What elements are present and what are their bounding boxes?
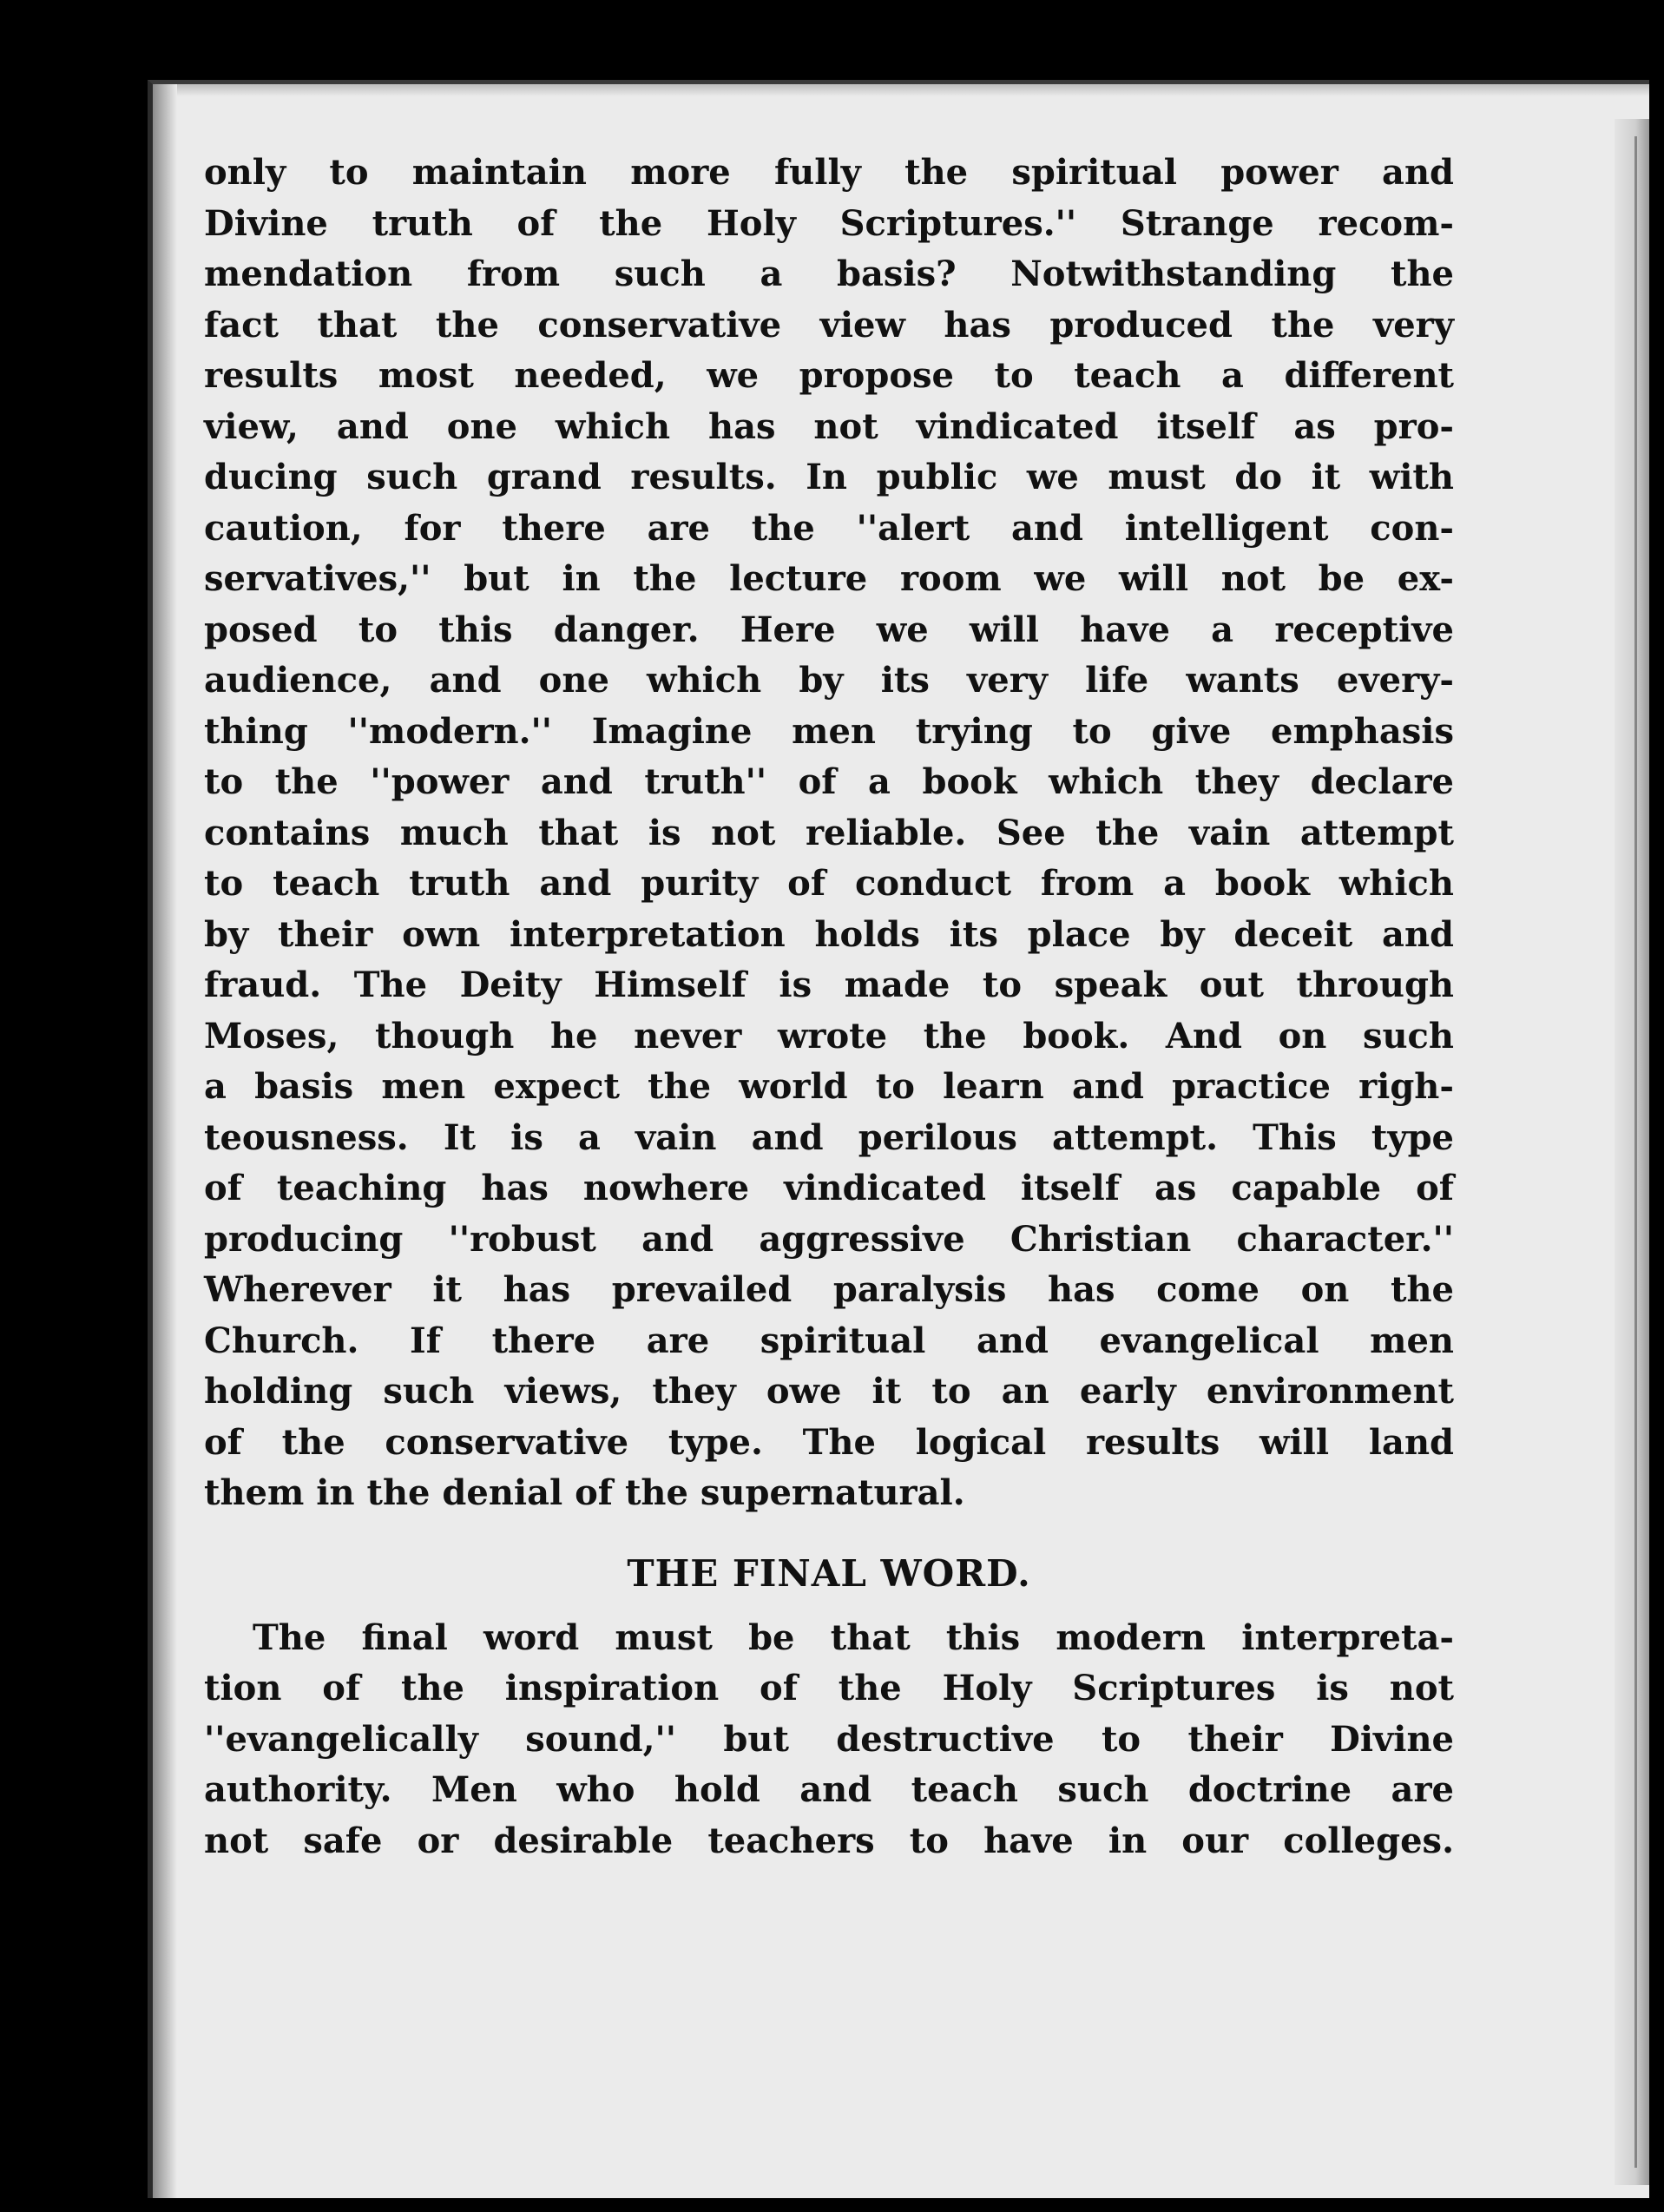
text-line: audience, and one which by its very life wants every- xyxy=(204,660,1454,701)
text-line: a basis men expect the world to learn and practice righ- xyxy=(204,1066,1454,1107)
text-line: to teach truth and purity of conduct from a book which xyxy=(204,863,1454,904)
page-top-edge xyxy=(153,84,1649,96)
text-line: fraud. The Deity Himself is made to speak out through xyxy=(204,964,1454,1005)
text-line: by their own interpretation holds its place by deceit and xyxy=(204,913,1454,955)
text-line: authority. Men who hold and teach such doctrine are xyxy=(204,1769,1454,1810)
text-line: teousness. It is a vain and perilous attempt. This type xyxy=(204,1116,1454,1158)
text-line: of teaching has nowhere vindicated itself as capable of xyxy=(204,1168,1454,1208)
text-line: Moses, though he never wrote the book. And on such xyxy=(204,1015,1454,1057)
page-text xyxy=(204,148,1454,1866)
text-line: them in the denial of the supernatural. xyxy=(204,1472,965,1513)
page-binding-shadow xyxy=(153,84,177,2198)
text-line: view, and one which has not vindicated itself as pro- xyxy=(204,405,1454,447)
text-line: to the ''power and truth'' of a book which they declare xyxy=(204,761,1454,802)
text-line: caution, for there are the ''alert and intelligent con- xyxy=(204,507,1454,549)
text-line: tion of the inspiration of the Holy Scriptures is not xyxy=(204,1668,1454,1708)
text-line: results most needed, we propose to teach a different xyxy=(204,355,1454,396)
text-line: fact that the conservative view has produced the very xyxy=(204,304,1454,346)
text-line: holding such views, they owe it to an early environment xyxy=(204,1371,1454,1412)
text-line: Wherever it has prevailed paralysis has come on the xyxy=(204,1269,1454,1310)
text-line: servatives,'' but in the lecture room we will not be ex- xyxy=(204,558,1454,599)
text-line: mendation from such a basis? Notwithstanding the xyxy=(204,253,1454,294)
body-paragraph xyxy=(204,148,1454,1519)
text-line: not safe or desirable teachers to have in our colleges. xyxy=(204,1820,1454,1861)
page-edge-line xyxy=(1634,136,1637,2168)
text-line: ducing such grand results. In public we must do it with xyxy=(204,457,1454,497)
text-line: thing ''modern.'' Imagine men trying to give emphasis xyxy=(204,710,1454,752)
text-line: only to maintain more fully the spiritual power and xyxy=(204,152,1454,193)
text-line: Church. If there are spiritual and evangelical men xyxy=(204,1320,1454,1361)
text-line: contains much that is not reliable. See the vain attempt xyxy=(204,812,1454,853)
text-line: posed to this danger. Here we will have a receptive xyxy=(204,609,1454,650)
final-paragraph xyxy=(204,1613,1454,1867)
section-heading: THE FINAL WORD. xyxy=(627,1551,1031,1595)
text-line: producing ''robust and aggressive Christian character.'' xyxy=(204,1218,1454,1260)
text-line: Divine truth of the Holy Scriptures.'' Strange recom- xyxy=(204,202,1454,244)
text-line: of the conservative type. The logical results will land xyxy=(204,1421,1454,1463)
page-right-edge xyxy=(1615,119,1649,2185)
text-line: The final word must be that this modern interpreta- xyxy=(253,1616,1454,1658)
text-line: ''evangelically sound,'' but destructive to their Divine xyxy=(204,1718,1454,1760)
